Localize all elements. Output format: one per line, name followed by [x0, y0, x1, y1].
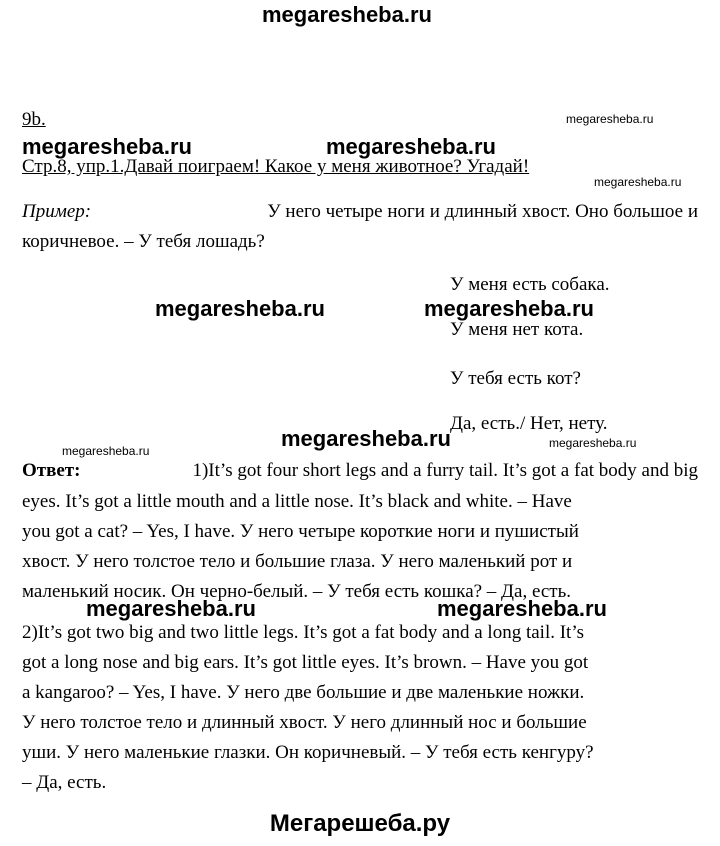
- answer-line: У него толстое тело и длинный хвост. У него длинный нос и большие: [22, 712, 587, 733]
- example-label: Пример:: [22, 201, 92, 222]
- answer-line: you got a cat? – Yes, I have. У него четыре короткие ноги и пушистый: [22, 521, 579, 542]
- answer-line: хвост. У него толстое тело и большие глаза. У него маленький рот и: [22, 551, 573, 572]
- watermark: megaresheba.ru: [86, 596, 256, 621]
- answer-line: a kangaroo? – Yes, I have. У него две большие и две маленькие ножки.: [22, 682, 585, 703]
- watermark-bottom-brand: Мегарешеба.ру: [269, 810, 451, 837]
- answer-line: – Да, есть.: [22, 772, 107, 793]
- answer-line: уши. У него маленькие глазки. Он коричневый. – У тебя есть кенгуру?: [22, 742, 594, 763]
- task-number: 9b.: [22, 109, 46, 130]
- watermark-small: megaresheba.ru: [62, 444, 150, 458]
- answer-line: got a long nose and big ears. It’s got little eyes. It’s brown. – Have you got: [22, 652, 589, 673]
- watermark-small: megaresheba.ru: [594, 175, 682, 189]
- watermark: megaresheba.ru: [424, 296, 594, 321]
- answer-line: маленький носик. Он черно-белый. – У тебя есть кошка? – Да, есть.: [22, 581, 572, 602]
- answer-label: Ответ:: [22, 460, 81, 481]
- answer-text: 1)It’s got four short legs and a furry tail. It’s got a fat body and big: [192, 460, 698, 481]
- watermark: megaresheba.ru: [326, 134, 496, 159]
- phrase-item: У меня есть собака.: [450, 274, 610, 295]
- watermark: megaresheba.ru: [22, 134, 192, 159]
- watermark-small: megaresheba.ru: [549, 436, 637, 450]
- task-header: Стр.8, упр.1.Давай поиграем! Какое у меня животное? Угадай!: [22, 156, 530, 177]
- phrase-item: У тебя есть кот?: [450, 368, 581, 389]
- answer-line: eyes. It’s got a little mouth and a little nose. It’s black and white. – Have: [22, 491, 572, 512]
- example-text-1: У него четыре ноги и длинный хвост. Оно большое и: [267, 201, 698, 222]
- example-line-1: [22, 200, 698, 224]
- example-line-2: коричневое. – У тебя лошадь?: [22, 231, 265, 252]
- answer-line: [22, 459, 698, 483]
- watermark: megaresheba.ru: [281, 426, 451, 451]
- watermark-top: megaresheba.ru: [262, 2, 432, 27]
- watermark-small: megaresheba.ru: [566, 112, 654, 126]
- phrase-item: У меня нет кота.: [450, 319, 584, 340]
- watermark: megaresheba.ru: [437, 596, 607, 621]
- answer-line: 2)It’s got two big and two little legs. It’s got a fat body and a long tail. It’s: [22, 622, 585, 643]
- watermark: megaresheba.ru: [155, 296, 325, 321]
- phrase-item: Да, есть./ Нет, нету.: [450, 413, 608, 434]
